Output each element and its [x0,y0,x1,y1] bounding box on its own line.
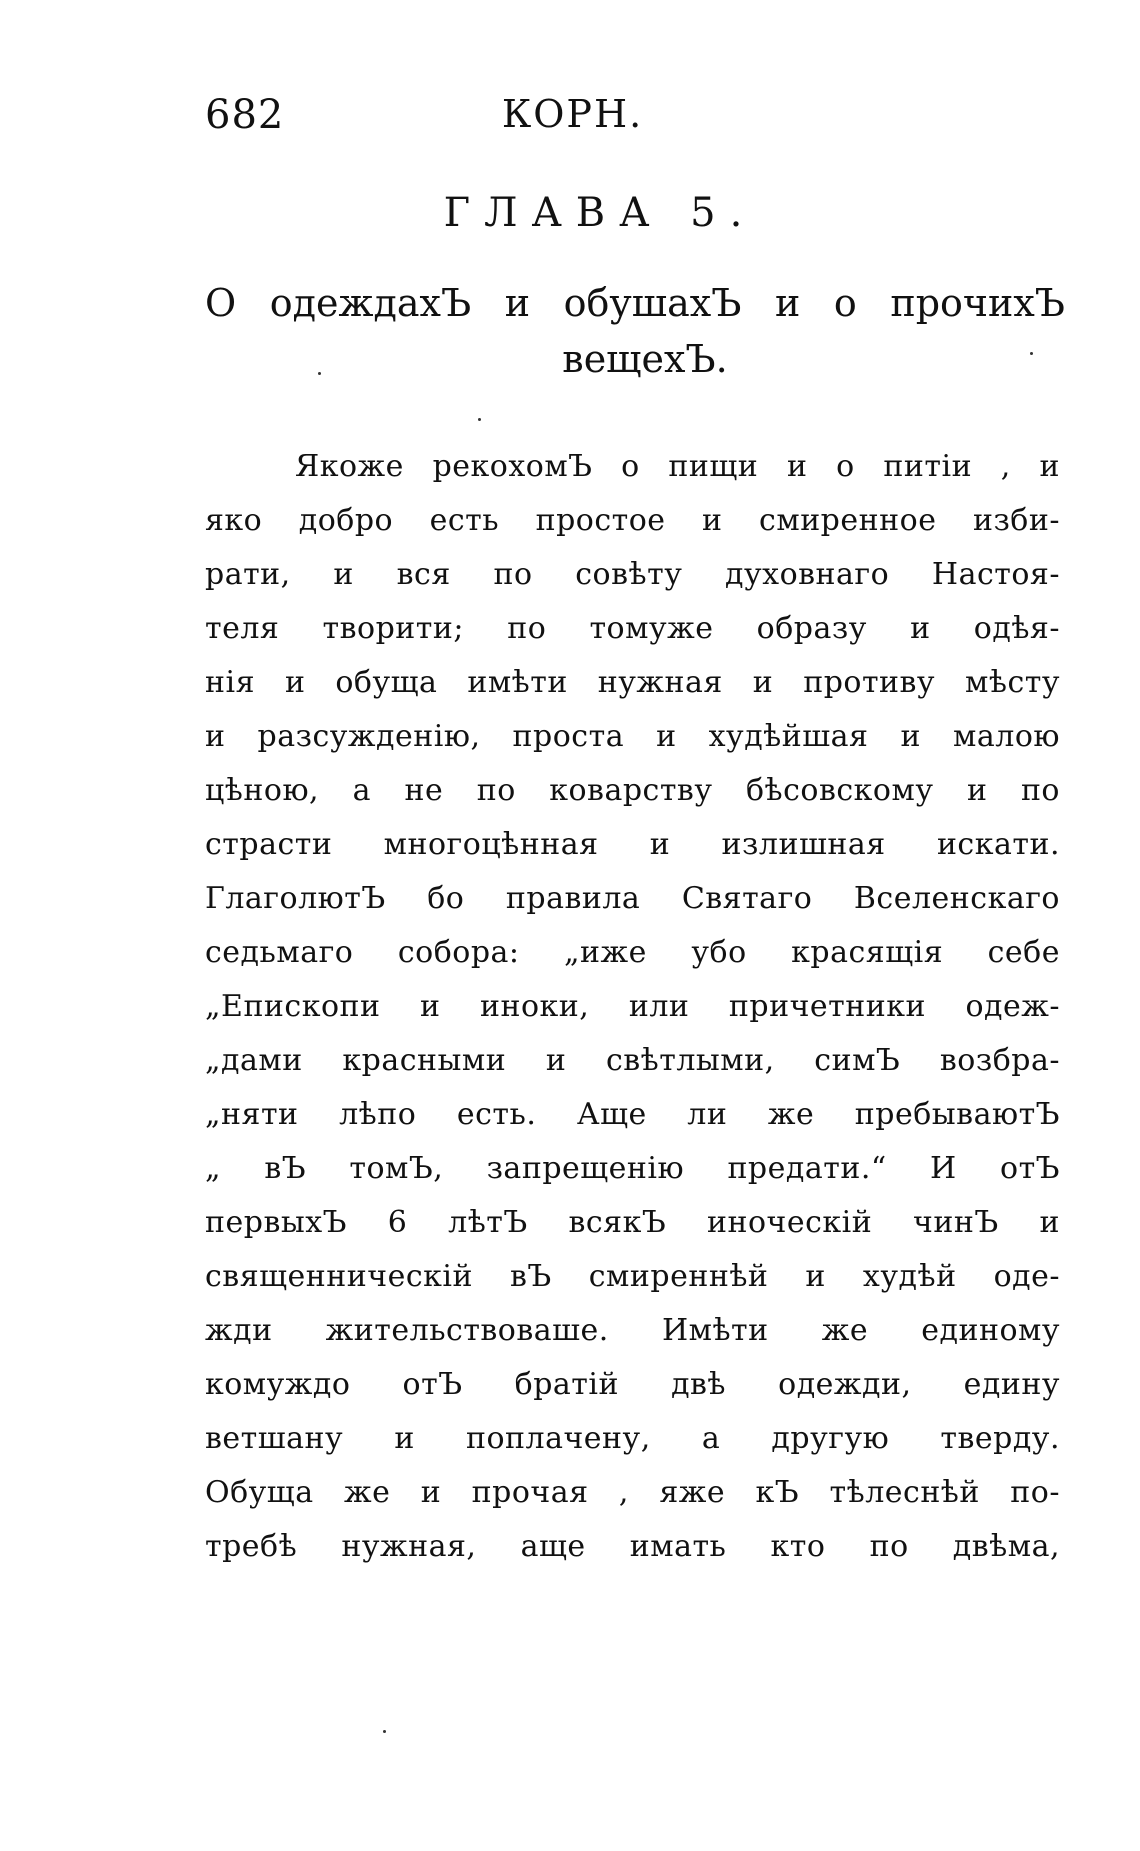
body-line: жди жительствоваше. Имѣти же единому [205,1313,1060,1348]
body-line: теля творити; по томуже образу и одѣя- [205,611,1060,646]
body-line: священническій вЪ смиреннѣй и худѣй оде- [205,1259,1060,1294]
print-speck [318,372,321,375]
body-line: цѣною, а не по коварству бѣсовскому и по [205,773,1060,808]
chapter-subtitle-line: О одеждахЪ и обушахЪ и о прочихЪ [205,281,1065,325]
body-line: Якоже рекохомЪ о пищи и о питіи , и [295,449,1060,484]
body-line: комуждо отЪ братій двѣ одежди, едину [205,1367,1060,1402]
body-line: требѣ нужная, аще имать кто по двѣма, [205,1529,1060,1564]
running-title: КОРН. [501,92,644,136]
body-line: Обуща же и прочая , яже кЪ тѣлеснѣй по- [205,1475,1060,1510]
body-line: седьмаго собора: „иже убо красящія себе [205,935,1060,970]
body-line: ГлаголютЪ бо правила Святаго Вселенскаго [205,881,1060,916]
chapter-heading: ГЛАВА 5. [443,190,757,236]
body-line: первыхЪ 6 лѣтЪ всякЪ иноческій чинЪ и [205,1205,1060,1240]
body-line: нія и обуща имѣти нужная и противу мѣсту [205,665,1060,700]
print-speck [478,418,481,421]
chapter-subtitle-line: вещехЪ. [562,337,728,381]
body-line: „Епископи и иноки, или причетники одеж- [205,989,1060,1024]
body-line: и разсужденію, проста и худѣйшая и малою [205,719,1060,754]
body-line: яко добро есть простое и смиренное изби- [205,503,1060,538]
body-line: страсти многоцѣнная и излишная искати. [205,827,1060,862]
chapter-subtitle [205,275,1065,387]
body-text [205,440,1060,1574]
print-speck [1030,352,1033,355]
running-head [205,92,940,152]
body-line: рати, и вся по совѣту духовнаго Настоя- [205,557,1060,592]
body-line: ветшану и поплачену, а другую тверду. [205,1421,1060,1456]
page-number: 682 [205,92,285,138]
body-line: „дами красными и свѣтлыми, симЪ возбра- [205,1043,1060,1078]
print-speck [383,1730,386,1733]
body-line: „няти лѣпо есть. Аще ли же пребываютЪ [205,1097,1060,1132]
body-line: „ вЪ томЪ, запрещенію предати.“ И отЪ [205,1151,1060,1186]
